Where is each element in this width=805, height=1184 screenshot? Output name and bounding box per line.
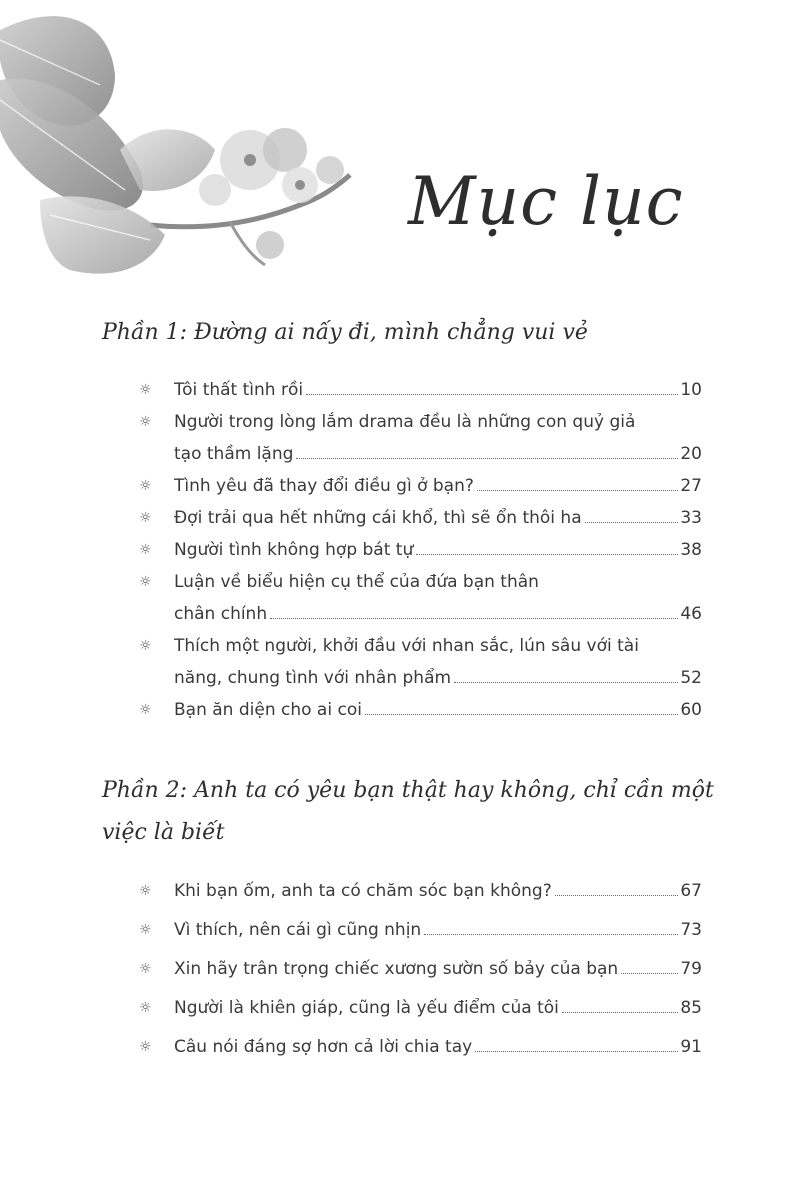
dot-leader [270,618,678,619]
entry-title: Thích một người, khởi đầu với nhan sắc, lún sâu với tài [174,636,639,656]
dot-leader [475,1051,678,1052]
entry-title: Luận về biểu hiện cụ thể của đứa bạn thân [174,572,539,592]
page-number: 91 [680,1037,702,1057]
page-number: 67 [680,881,702,901]
toc-entry[interactable] [140,630,702,694]
dot-leader [296,458,678,459]
entry-title: Khi bạn ốm, anh ta có chăm sóc bạn không? [174,881,552,901]
page-title: Mục lục [408,163,684,240]
part-title [102,312,722,354]
dot-leader [306,394,678,395]
toc-entry[interactable] [140,694,702,726]
sun-bullet-icon: ☼ [139,883,152,899]
entry-title: chân chính [174,604,268,624]
entry-title: Người trong lòng lắm drama đều là những con quỷ giả [174,412,636,432]
entry-title: Người tình không hợp bát tự [174,540,414,560]
part-title-line: Phần 1: Đường ai nấy đi, mình chẳng vui vẻ [102,320,588,345]
sun-bullet-icon: ☼ [139,478,152,494]
part-title [102,770,722,854]
toc-entry[interactable] [140,374,702,406]
sun-bullet-icon: ☼ [139,922,152,938]
page-number: 33 [680,508,702,528]
entry-title: Tôi thất tình rồi [174,380,304,400]
sun-bullet-icon: ☼ [139,414,152,430]
toc-list [140,875,702,1070]
toc-entry[interactable] [140,992,702,1024]
page-number: 38 [680,540,702,560]
entry-title: Đợi trải qua hết những cái khổ, thì sẽ ổn thôi ha [174,508,582,528]
page-number: 85 [680,998,702,1018]
entry-title: Người là khiên giáp, cũng là yếu điểm của tôi [174,998,559,1018]
sun-bullet-icon: ☼ [139,382,152,398]
entry-title: Xin hãy trân trọng chiếc xương sườn số bảy của bạn [174,959,619,979]
entry-title: Câu nói đáng sợ hơn cả lời chia tay [174,1037,473,1057]
part-title-line: việc là biết [102,820,225,845]
page-number: 20 [680,444,702,464]
dot-leader [585,522,679,523]
page-number: 79 [680,959,702,979]
toc-entry[interactable] [140,534,702,566]
toc-entry[interactable] [140,566,702,630]
sun-bullet-icon: ☼ [139,702,152,718]
dot-leader [621,973,678,974]
entry-title: năng, chung tình với nhân phẩm [174,668,452,688]
entry-title: Bạn ăn diện cho ai coi [174,700,362,720]
part-title-line: Phần 2: Anh ta có yêu bạn thật hay không, chỉ cần một [102,778,714,803]
toc-entry[interactable] [140,914,702,946]
toc-entry[interactable] [140,406,702,470]
toc-entry[interactable] [140,470,702,502]
dot-leader [555,895,679,896]
sun-bullet-icon: ☼ [139,574,152,590]
dot-leader [454,682,678,683]
toc-entry[interactable] [140,953,702,985]
toc-entry[interactable] [140,875,702,907]
dot-leader [562,1012,678,1013]
dot-leader [477,490,678,491]
page-number: 10 [680,380,702,400]
sun-bullet-icon: ☼ [139,542,152,558]
entry-title: Vì thích, nên cái gì cũng nhịn [174,920,422,940]
toc-list [140,374,702,726]
page-number: 27 [680,476,702,496]
toc-entry[interactable] [140,1031,702,1063]
toc-entry[interactable] [140,502,702,534]
dot-leader [365,714,678,715]
sun-bullet-icon: ☼ [139,1039,152,1055]
sun-bullet-icon: ☼ [139,961,152,977]
sun-bullet-icon: ☼ [139,638,152,654]
sun-bullet-icon: ☼ [139,510,152,526]
dot-leader [424,934,678,935]
page-number: 46 [680,604,702,624]
sun-bullet-icon: ☼ [139,1000,152,1016]
entry-title: tạo thầm lặng [174,444,294,464]
dot-leader [416,554,678,555]
page-number: 73 [680,920,702,940]
entry-title: Tình yêu đã thay đổi điều gì ở bạn? [174,476,474,496]
page-number: 52 [680,668,702,688]
leaf-illustration [0,0,380,300]
page-number: 60 [680,700,702,720]
